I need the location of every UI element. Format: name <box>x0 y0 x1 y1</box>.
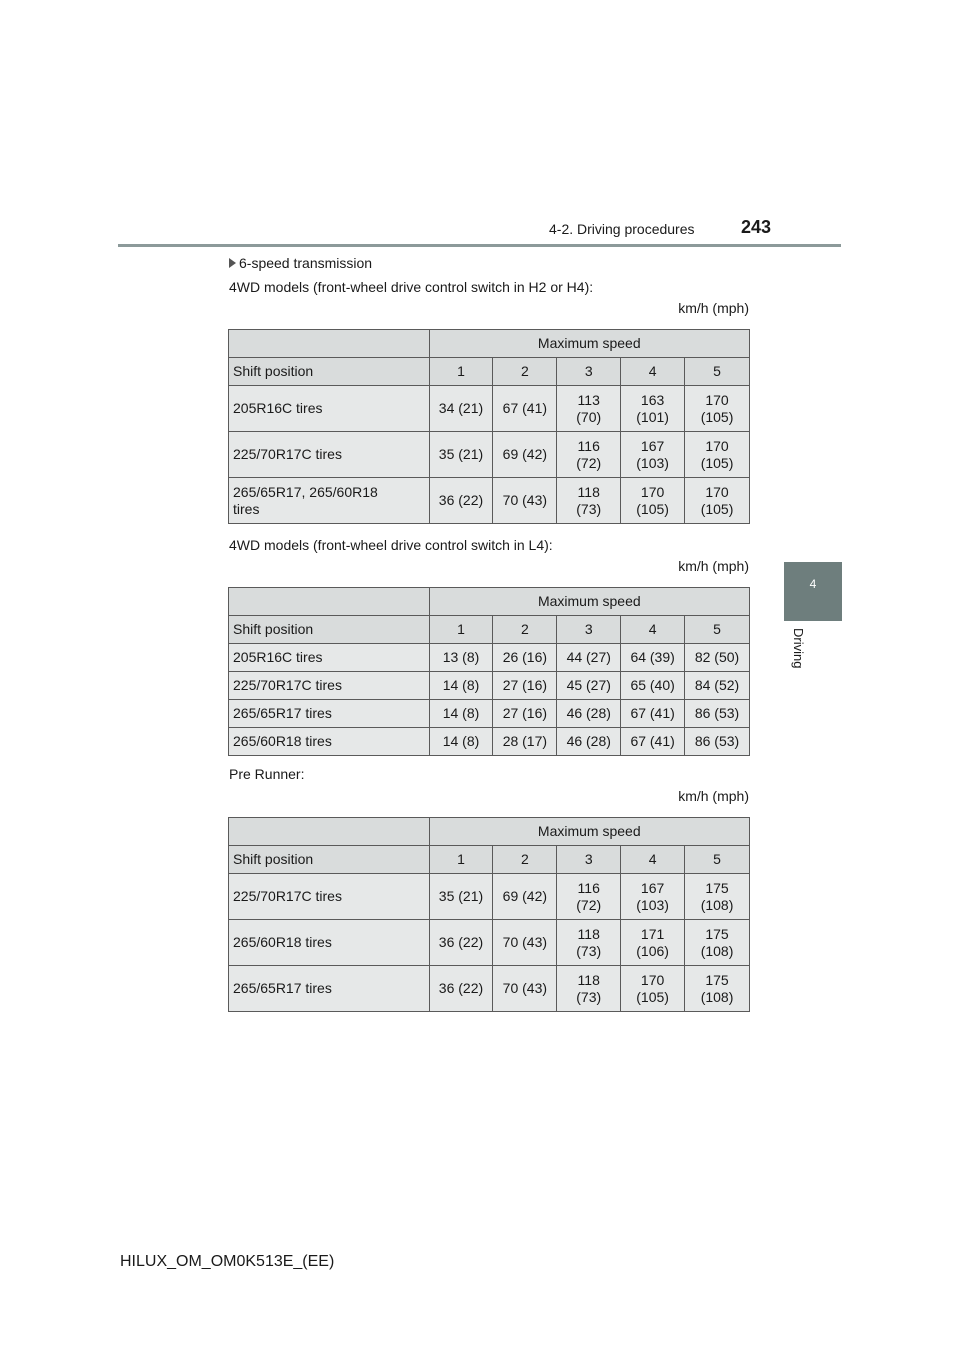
gear-position-cell: 4 <box>621 846 685 874</box>
table-row <box>229 728 750 756</box>
maximum-speed-header: Maximum speed <box>429 330 749 358</box>
gear-position-cell: 3 <box>557 846 621 874</box>
speed-table <box>228 817 750 1012</box>
speed-cell: 175 (108) <box>685 966 750 1012</box>
speed-cell: 35 (21) <box>429 432 493 478</box>
table-header-row <box>229 588 750 616</box>
speed-cell: 116 (72) <box>557 432 621 478</box>
speed-cell: 118 (73) <box>557 920 621 966</box>
table-row <box>229 874 750 920</box>
chapter-tab: 4 <box>784 562 842 621</box>
gear-position-cell: 4 <box>621 358 685 386</box>
chapter-label: Driving <box>791 628 806 669</box>
shift-position-label: Shift position <box>229 616 430 644</box>
speed-cell: 13 (8) <box>429 644 493 672</box>
unit-label: km/h (mph) <box>678 788 749 804</box>
table-row <box>229 966 750 1012</box>
table-header-row <box>229 818 750 846</box>
gear-position-cell: 1 <box>429 616 493 644</box>
speed-cell: 69 (42) <box>493 432 557 478</box>
header-divider <box>118 244 841 247</box>
header-blank-cell <box>229 330 430 358</box>
speed-cell: 167 (103) <box>621 432 685 478</box>
header-blank-cell <box>229 588 430 616</box>
speed-cell: 27 (16) <box>493 700 557 728</box>
speed-cell: 84 (52) <box>685 672 750 700</box>
speed-cell: 86 (53) <box>685 700 750 728</box>
tire-size-cell: 265/60R18 tires <box>229 728 430 756</box>
speed-cell: 67 (41) <box>493 386 557 432</box>
speed-cell: 170 (105) <box>685 432 750 478</box>
document-footer: HILUX_OM_OM0K513E_(EE) <box>120 1253 335 1270</box>
speed-cell: 35 (21) <box>429 874 493 920</box>
speed-cell: 86 (53) <box>685 728 750 756</box>
gear-position-cell: 2 <box>493 358 557 386</box>
table-row <box>229 386 750 432</box>
speed-cell: 14 (8) <box>429 672 493 700</box>
tire-size-cell: 265/65R17 tires <box>229 700 430 728</box>
tire-size-cell: 265/65R17, 265/60R18 tires <box>229 478 430 524</box>
speed-cell: 67 (41) <box>621 728 685 756</box>
speed-cell: 14 (8) <box>429 700 493 728</box>
speed-cell: 28 (17) <box>493 728 557 756</box>
tire-size-cell: 205R16C tires <box>229 644 430 672</box>
speed-cell: 70 (43) <box>493 966 557 1012</box>
speed-cell: 175 (108) <box>685 920 750 966</box>
gear-position-cell: 5 <box>685 846 750 874</box>
tire-size-cell: 225/70R17C tires <box>229 432 430 478</box>
shift-position-row <box>229 358 750 386</box>
unit-label: km/h (mph) <box>678 558 749 574</box>
speed-cell: 46 (28) <box>557 728 621 756</box>
speed-cell: 46 (28) <box>557 700 621 728</box>
speed-cell: 34 (21) <box>429 386 493 432</box>
speed-cell: 36 (22) <box>429 920 493 966</box>
speed-cell: 167 (103) <box>621 874 685 920</box>
speed-cell: 82 (50) <box>685 644 750 672</box>
speed-cell: 69 (42) <box>493 874 557 920</box>
speed-cell: 70 (43) <box>493 920 557 966</box>
table-row <box>229 432 750 478</box>
gear-position-cell: 2 <box>493 616 557 644</box>
shift-position-label: Shift position <box>229 358 430 386</box>
table-row <box>229 478 750 524</box>
shift-position-row <box>229 846 750 874</box>
speed-cell: 170 (105) <box>621 966 685 1012</box>
table-row <box>229 644 750 672</box>
speed-cell: 65 (40) <box>621 672 685 700</box>
maximum-speed-header: Maximum speed <box>429 588 749 616</box>
speed-cell: 170 (105) <box>685 478 750 524</box>
speed-cell: 14 (8) <box>429 728 493 756</box>
section-title: 4-2. Driving procedures <box>549 221 695 237</box>
subheading-text: 6-speed transmission <box>239 255 373 271</box>
speed-table <box>228 587 750 756</box>
table-row <box>229 672 750 700</box>
speed-cell: 70 (43) <box>493 478 557 524</box>
speed-cell: 116 (72) <box>557 874 621 920</box>
subheading <box>229 255 372 271</box>
speed-cell: 36 (22) <box>429 966 493 1012</box>
table-header-row <box>229 330 750 358</box>
tire-size-cell: 225/70R17C tires <box>229 874 430 920</box>
speed-cell: 163 (101) <box>621 386 685 432</box>
gear-position-cell: 4 <box>621 616 685 644</box>
shift-position-row <box>229 616 750 644</box>
table-caption: Pre Runner: <box>229 766 305 782</box>
speed-cell: 170 (105) <box>685 386 750 432</box>
table-row <box>229 700 750 728</box>
speed-cell: 175 (108) <box>685 874 750 920</box>
speed-cell: 113 (70) <box>557 386 621 432</box>
speed-cell: 118 (73) <box>557 478 621 524</box>
speed-cell: 118 (73) <box>557 966 621 1012</box>
unit-label: km/h (mph) <box>678 300 749 316</box>
speed-table <box>228 329 750 524</box>
speed-cell: 27 (16) <box>493 672 557 700</box>
triangle-bullet-icon <box>229 258 236 268</box>
tire-size-cell: 225/70R17C tires <box>229 672 430 700</box>
shift-position-label: Shift position <box>229 846 430 874</box>
speed-cell: 171 (106) <box>621 920 685 966</box>
speed-cell: 170 (105) <box>621 478 685 524</box>
gear-position-cell: 3 <box>557 358 621 386</box>
gear-position-cell: 2 <box>493 846 557 874</box>
tire-size-cell: 205R16C tires <box>229 386 430 432</box>
gear-position-cell: 5 <box>685 616 750 644</box>
speed-cell: 67 (41) <box>621 700 685 728</box>
gear-position-cell: 5 <box>685 358 750 386</box>
table-row <box>229 920 750 966</box>
table-caption: 4WD models (front-wheel drive control switch in L4): <box>229 537 553 553</box>
page-number: 243 <box>741 217 772 237</box>
tire-size-cell: 265/65R17 tires <box>229 966 430 1012</box>
tire-size-cell: 265/60R18 tires <box>229 920 430 966</box>
speed-cell: 26 (16) <box>493 644 557 672</box>
speed-cell: 45 (27) <box>557 672 621 700</box>
header-blank-cell <box>229 818 430 846</box>
gear-position-cell: 1 <box>429 358 493 386</box>
table-caption: 4WD models (front-wheel drive control switch in H2 or H4): <box>229 279 594 295</box>
speed-cell: 44 (27) <box>557 644 621 672</box>
maximum-speed-header: Maximum speed <box>429 818 749 846</box>
gear-position-cell: 3 <box>557 616 621 644</box>
gear-position-cell: 1 <box>429 846 493 874</box>
speed-cell: 36 (22) <box>429 478 493 524</box>
speed-cell: 64 (39) <box>621 644 685 672</box>
